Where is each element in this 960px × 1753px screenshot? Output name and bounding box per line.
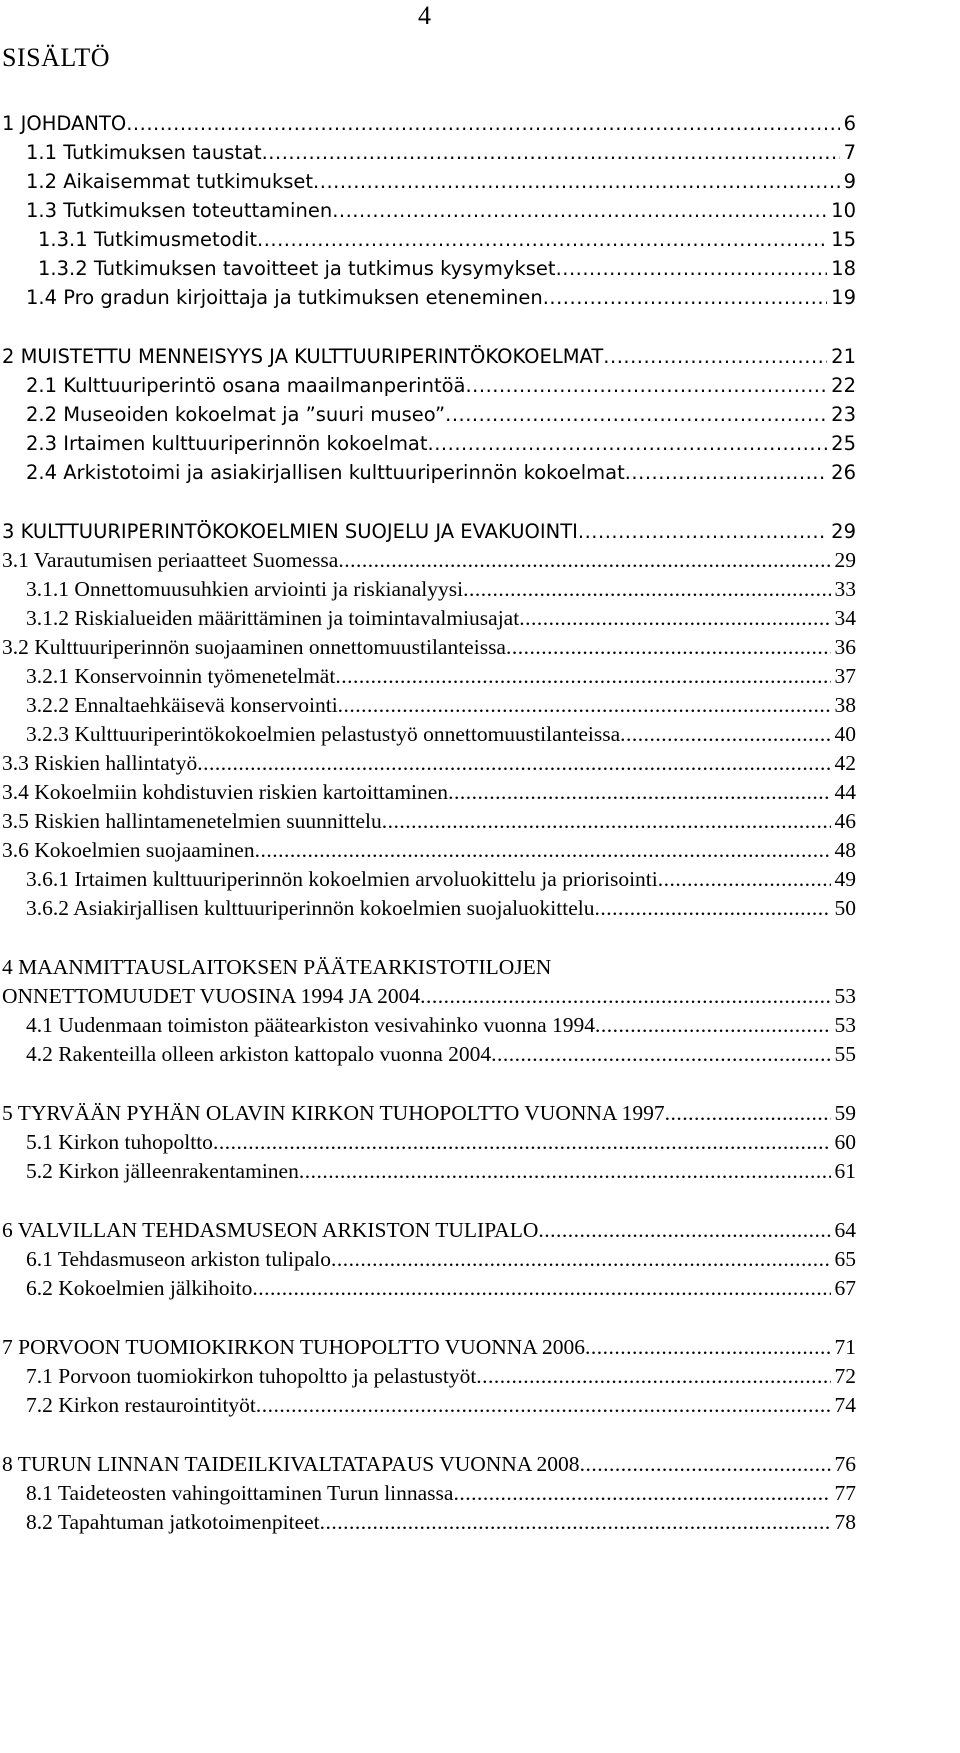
toc-entry[interactable] xyxy=(2,1099,856,1128)
toc-entry-title: 3.1 Varautumisen periaatteet Suomessa xyxy=(2,548,339,572)
toc-entry-page: 53 xyxy=(834,984,856,1008)
toc-entry[interactable] xyxy=(2,1333,856,1362)
dot-leader xyxy=(538,1216,830,1245)
toc-entry-page: 29 xyxy=(831,520,856,543)
toc-entry-title: 3.1.2 Riskialueiden määrittäminen ja toimintavalmiusajat xyxy=(26,606,520,630)
toc-entry[interactable] xyxy=(2,546,856,575)
toc-entry[interactable] xyxy=(2,778,856,807)
dot-leader xyxy=(257,225,827,254)
toc-entry-page: 72 xyxy=(834,1364,856,1388)
toc-entry-title: 3.2.1 Konservoinnin työmenetelmät xyxy=(26,664,336,688)
toc-entry[interactable] xyxy=(2,662,856,691)
toc-entry-page: 7 xyxy=(843,141,856,164)
dot-leader xyxy=(556,254,828,283)
toc-entry-title: 1.3 Tutkimuksen toteuttaminen xyxy=(26,199,333,222)
toc-entry-page: 71 xyxy=(834,1335,856,1359)
toc-entry-page: 77 xyxy=(834,1481,856,1505)
toc-entry[interactable] xyxy=(2,371,856,400)
toc-entry[interactable] xyxy=(2,254,856,283)
dot-leader xyxy=(453,1479,830,1508)
dot-leader xyxy=(585,1333,831,1362)
toc-entry[interactable] xyxy=(2,1479,856,1508)
toc-entry[interactable] xyxy=(2,836,856,865)
dot-leader xyxy=(335,662,830,691)
toc-entry-page: 33 xyxy=(834,577,856,601)
toc-section-3 xyxy=(2,517,856,923)
dot-leader xyxy=(578,517,827,546)
dot-leader xyxy=(299,1157,831,1186)
toc-entry-page: 67 xyxy=(834,1276,856,1300)
dot-leader xyxy=(331,1245,830,1274)
toc-section-6 xyxy=(2,1216,856,1303)
toc-entry-title: 6 VALVILLAN TEHDASMUSEON ARKISTON TULIPALO xyxy=(2,1218,539,1242)
dot-leader xyxy=(197,749,830,778)
dot-leader xyxy=(580,1450,831,1479)
toc-entry-page: 46 xyxy=(834,809,856,833)
toc-entry-title: ONNETTOMUUDET VUOSINA 1994 JA 2004 xyxy=(2,984,421,1008)
page-number: 4 xyxy=(418,1,431,30)
toc-entry-page: 76 xyxy=(834,1452,856,1476)
toc-entry-page: 22 xyxy=(831,374,856,397)
toc-section-7 xyxy=(2,1333,856,1420)
toc-entry-title: 1.4 Pro gradun kirjoittaja ja tutkimuksen eteneminen xyxy=(26,286,543,309)
toc-entry[interactable] xyxy=(2,720,856,749)
toc-entry-title: 8.1 Taideteosten vahingoittaminen Turun linnassa xyxy=(26,1481,454,1505)
dot-leader xyxy=(448,778,830,807)
toc-entry-page: 37 xyxy=(834,664,856,688)
dot-leader xyxy=(213,1128,831,1157)
dot-leader xyxy=(476,1362,830,1391)
toc-entry-title: 7.2 Kirkon restaurointityöt xyxy=(26,1393,256,1417)
dot-leader xyxy=(126,109,839,138)
toc-entry-title: 3.5 Riskien hallintamenetelmien suunnittelu xyxy=(2,809,382,833)
dot-leader xyxy=(313,167,840,196)
toc-entry-page: 44 xyxy=(834,780,856,804)
toc-entry-title: 3.2.2 Ennaltaehkäisevä konservointi xyxy=(26,693,338,717)
toc-entry-title: 7.1 Porvoon tuomiokirkon tuhopoltto ja pelastustyöt xyxy=(26,1364,477,1388)
dot-leader xyxy=(519,604,830,633)
dot-leader xyxy=(332,196,827,225)
toc-entry-title: 7 PORVOON TUOMIOKIRKON TUHOPOLTTO VUONNA 2006 xyxy=(2,1335,585,1359)
toc-entry-title: 5.1 Kirkon tuhopoltto xyxy=(26,1130,213,1154)
dot-leader xyxy=(252,1274,830,1303)
toc-entry-title: 3 KULTTUURIPERINTÖKOKOELMIEN SUOJELU JA EVAKUOINTI xyxy=(2,520,578,543)
toc-entry-title: 3.2 Kulttuuriperinnön suojaaminen onnettomuustilanteissa xyxy=(2,635,506,659)
dot-leader xyxy=(262,138,840,167)
toc-entry-page: 26 xyxy=(831,461,856,484)
toc-entry-title: 3.6.2 Asiakirjallisen kulttuuriperinnön kokoelmien suojaluokittelu xyxy=(26,896,595,920)
dot-leader xyxy=(465,371,827,400)
toc-entry-title: 5 TYRVÄÄN PYHÄN OLAVIN KIRKON TUHOPOLTTO VUONNA 1997 xyxy=(2,1101,665,1125)
toc-section-4 xyxy=(2,953,856,1069)
toc-entry-title: 6.1 Tehdasmuseon arkiston tulipalo xyxy=(26,1247,332,1271)
toc-entry[interactable] xyxy=(2,458,856,487)
toc-entry[interactable] xyxy=(2,1450,856,1479)
toc-heading: SISÄLTÖ xyxy=(2,43,111,72)
toc-entry-page: 9 xyxy=(843,170,856,193)
toc-entry[interactable] xyxy=(2,1245,856,1274)
toc-entry[interactable] xyxy=(2,865,856,894)
dot-leader xyxy=(420,982,830,1011)
toc-entry-page: 15 xyxy=(831,228,856,251)
toc-entry[interactable] xyxy=(2,225,856,254)
toc-entry-title: 4.2 Rakenteilla olleen arkiston kattopalo vuonna 2004 xyxy=(26,1042,492,1066)
toc-section-1 xyxy=(2,109,856,312)
toc-entry-page: 74 xyxy=(834,1393,856,1417)
toc-entry-title: 3.4 Kokoelmiin kohdistuvien riskien kartoittaminen xyxy=(2,780,449,804)
toc-entry-page: 65 xyxy=(834,1247,856,1271)
toc-entry-title: 3.3 Riskien hallintatyö xyxy=(2,751,198,775)
toc-entry-title: 1.2 Aikaisemmat tutkimukset xyxy=(26,170,314,193)
toc-entry[interactable] xyxy=(2,283,856,312)
toc-entry-title: 2.3 Irtaimen kulttuuriperinnön kokoelmat xyxy=(26,432,428,455)
toc-entry-page: 60 xyxy=(834,1130,856,1154)
toc-entry-page: 64 xyxy=(834,1218,856,1242)
toc-entry-title: 1.1 Tutkimuksen taustat xyxy=(26,141,262,164)
dot-leader xyxy=(255,836,831,865)
toc-section-2 xyxy=(2,342,856,487)
toc-entry-page: 36 xyxy=(834,635,856,659)
toc-entry-title: 4 MAANMITTAUSLAITOKSEN PÄÄTEARKISTOTILOJEN xyxy=(2,955,552,979)
toc-entry[interactable] xyxy=(2,1391,856,1420)
toc-entry-title: 3.2.3 Kulttuuriperintökokoelmien pelastustyö onnettomuustilanteissa xyxy=(26,722,621,746)
toc-entry-page: 40 xyxy=(834,722,856,746)
toc-entry-page: 50 xyxy=(834,896,856,920)
toc-entry-page: 25 xyxy=(831,432,856,455)
toc-entry-title: 2.2 Museoiden kokoelmat ja ”suuri museo” xyxy=(26,403,446,426)
dot-leader xyxy=(491,1040,830,1069)
toc-entry-page: 19 xyxy=(831,286,856,309)
toc-entry[interactable] xyxy=(2,749,856,778)
toc-entry-title: 8.2 Tapahtuman jatkotoimenpiteet xyxy=(26,1510,320,1534)
toc-entry-page: 61 xyxy=(834,1159,856,1183)
toc-entry-title: 5.2 Kirkon jälleenrakentaminen xyxy=(26,1159,299,1183)
toc-entry-page: 34 xyxy=(834,606,856,630)
toc-entry-title: 2.4 Arkistotoimi ja asiakirjallisen kulttuuriperinnön kokoelmat xyxy=(26,461,625,484)
toc-entry[interactable] xyxy=(2,1157,856,1186)
toc-entry-title: 4.1 Uudenmaan toimiston päätearkiston vesivahinko vuonna 1994 xyxy=(26,1013,596,1037)
dot-leader xyxy=(506,633,831,662)
toc-entry-title: 6.2 Kokoelmien jälkihoito xyxy=(26,1276,253,1300)
toc-entry-page: 18 xyxy=(831,257,856,280)
toc-entry[interactable] xyxy=(2,517,856,546)
toc-entry-page: 23 xyxy=(831,403,856,426)
toc-entry-title: 1.3.1 Tutkimusmetodit xyxy=(38,228,258,251)
dot-leader xyxy=(658,865,831,894)
dot-leader xyxy=(428,429,828,458)
toc-entry[interactable] xyxy=(2,894,856,923)
toc-section-8 xyxy=(2,1450,856,1537)
dot-leader xyxy=(256,1391,831,1420)
toc-entry-heading-line xyxy=(2,953,856,982)
toc-entry-page: 55 xyxy=(834,1042,856,1066)
toc-entry-title: 1.3.2 Tutkimuksen tavoitteet ja tutkimus kysymykset xyxy=(38,257,556,280)
toc-entry[interactable] xyxy=(2,604,856,633)
toc-entry-title: 3.6.1 Irtaimen kulttuuriperinnön kokoelmien arvoluokittelu ja priorisointi xyxy=(26,867,658,891)
toc-entry-page: 10 xyxy=(831,199,856,222)
toc-entry[interactable] xyxy=(2,109,856,138)
dot-leader xyxy=(594,894,830,923)
toc-entry-title: 8 TURUN LINNAN TAIDEILKIVALTATAPAUS VUONNA 2008 xyxy=(2,1452,580,1476)
toc-entry[interactable] xyxy=(2,1362,856,1391)
toc-entry[interactable] xyxy=(2,167,856,196)
toc-entry-page: 6 xyxy=(843,112,856,135)
dot-leader xyxy=(463,575,830,604)
toc-entry-title: 3.6 Kokoelmien suojaaminen xyxy=(2,838,255,862)
dot-leader xyxy=(445,400,827,429)
table-of-contents xyxy=(2,109,856,1567)
toc-entry-page: 59 xyxy=(834,1101,856,1125)
toc-entry-title: 2 MUISTETTU MENNEISYYS JA KULTTUURIPERINTÖKOKOELMAT xyxy=(2,345,604,368)
toc-entry-page: 48 xyxy=(834,838,856,862)
toc-entry-page: 38 xyxy=(834,693,856,717)
dot-leader xyxy=(625,458,827,487)
toc-entry[interactable] xyxy=(2,982,856,1011)
toc-entry[interactable] xyxy=(2,1508,856,1537)
dot-leader xyxy=(382,807,831,836)
toc-entry[interactable] xyxy=(2,1216,856,1245)
dot-leader xyxy=(665,1099,831,1128)
toc-entry[interactable] xyxy=(2,807,856,836)
toc-entry-title: 1 JOHDANTO xyxy=(2,112,127,135)
toc-entry[interactable] xyxy=(2,429,856,458)
toc-entry[interactable] xyxy=(2,633,856,662)
dot-leader xyxy=(338,691,831,720)
toc-entry-page: 49 xyxy=(834,867,856,891)
toc-entry[interactable] xyxy=(2,138,856,167)
toc-entry[interactable] xyxy=(2,342,856,371)
toc-entry[interactable] xyxy=(2,1128,856,1157)
toc-section-5 xyxy=(2,1099,856,1186)
toc-entry[interactable] xyxy=(2,1011,856,1040)
toc-entry[interactable] xyxy=(2,1274,856,1303)
toc-entry-page: 42 xyxy=(834,751,856,775)
toc-entry[interactable] xyxy=(2,1040,856,1069)
toc-entry[interactable] xyxy=(2,575,856,604)
dot-leader xyxy=(338,546,830,575)
dot-leader xyxy=(320,1508,831,1537)
toc-entry-title: 2.1 Kulttuuriperintö osana maailmanperintöä xyxy=(26,374,466,397)
toc-entry-page: 78 xyxy=(834,1510,856,1534)
dot-leader xyxy=(543,283,827,312)
toc-entry[interactable] xyxy=(2,691,856,720)
toc-entry-title: 3.1.1 Onnettomuusuhkien arviointi ja riskianalyysi xyxy=(26,577,464,601)
toc-entry[interactable] xyxy=(2,196,856,225)
toc-entry-page: 29 xyxy=(834,548,856,572)
dot-leader xyxy=(595,1011,830,1040)
toc-entry[interactable] xyxy=(2,400,856,429)
toc-entry-page: 21 xyxy=(831,345,856,368)
dot-leader xyxy=(620,720,830,749)
dot-leader xyxy=(603,342,827,371)
toc-entry-page: 53 xyxy=(834,1013,856,1037)
